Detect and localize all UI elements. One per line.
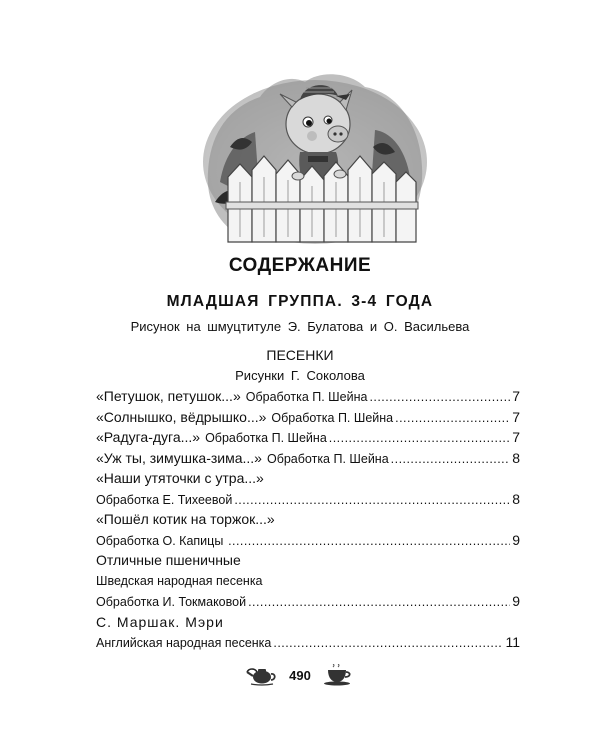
toc-entry-page: 7 xyxy=(512,388,520,404)
leader-dots xyxy=(395,408,510,429)
toc-entry[interactable] xyxy=(96,591,520,612)
leader-dots xyxy=(329,428,510,449)
toc-entry-note: Обработка П. Шейна xyxy=(266,451,389,466)
toc-entry[interactable] xyxy=(96,386,520,407)
toc-entry[interactable] xyxy=(96,489,520,510)
toc-entry-title: «Солнышко, вёдрышко...» xyxy=(96,408,267,425)
toc-entry-page: 9 xyxy=(512,531,520,548)
leader-dots xyxy=(248,592,510,613)
toc-entry-title: «Пошёл котик на торжок...» xyxy=(96,511,275,527)
toc-entry[interactable] xyxy=(96,550,520,571)
toc-entry-note: Обработка О. Капицы xyxy=(96,533,224,548)
section-subtitle: МЛАДШАЯ ГРУППА. 3-4 ГОДА xyxy=(166,293,434,310)
leader-dots xyxy=(225,531,510,552)
leader-dots xyxy=(391,449,511,470)
toc-entry-page: 7 xyxy=(512,408,520,425)
leader-dots xyxy=(234,490,510,511)
toc-entry-title: Отличные пшеничные xyxy=(96,552,241,568)
toc-entry-note: Обработка П. Шейна xyxy=(205,431,327,445)
page-number: 490 xyxy=(289,667,311,683)
section-title: ПЕСЕНКИ xyxy=(266,347,334,363)
toc-entry-title: «Петушок, петушок...» xyxy=(96,388,241,404)
table-of-contents xyxy=(96,386,520,653)
toc-entry-title: «Наши утяточки с утра...» xyxy=(96,470,264,486)
page-title: СОДЕРЖАНИЕ xyxy=(228,255,372,276)
teapot-icon xyxy=(245,664,279,686)
toc-entry[interactable] xyxy=(96,468,520,489)
toc-entry-title: «Радуга-дуга...» xyxy=(96,429,201,445)
toc-entry-note: Обработка П. Шейна xyxy=(271,410,394,425)
toc-entry-note: Шведская народная песенка xyxy=(96,573,263,588)
section-credit: Рисунки Г. Соколова xyxy=(235,368,365,383)
toc-entry-note: Обработка П. Шейна xyxy=(245,390,368,404)
toc-entry[interactable] xyxy=(96,530,520,551)
toc-entry-note: Английская народная песенка xyxy=(96,636,272,650)
leader-dots xyxy=(273,633,503,654)
page-footer xyxy=(0,660,600,690)
toc-entry[interactable] xyxy=(96,612,520,633)
toc-entry-note: Обработка Е. Тихеевой xyxy=(96,492,233,507)
toc-entry-note: Обработка И. Токмаковой xyxy=(96,595,247,609)
toc-entry-page: 7 xyxy=(512,429,520,445)
leader-dots xyxy=(369,387,510,408)
toc-entry-page: 8 xyxy=(512,449,520,466)
toc-entry[interactable] xyxy=(96,632,520,653)
toc-entry[interactable] xyxy=(96,571,520,592)
toc-entry-title: С. Маршак. Мэри xyxy=(96,613,224,630)
toc-entry-page: 8 xyxy=(512,490,520,507)
toc-entry-title: «Уж ты, зимушка-зима...» xyxy=(96,449,262,466)
toc-entry[interactable] xyxy=(96,407,520,428)
toc-entry-page: 11 xyxy=(505,634,520,650)
toc-entry[interactable] xyxy=(96,427,520,448)
pig-behind-fence-illustration xyxy=(200,52,430,247)
toc-entry[interactable] xyxy=(96,509,520,530)
toc-entry-page: 9 xyxy=(512,593,520,609)
teacup-icon xyxy=(321,664,355,686)
toc-entry[interactable] xyxy=(96,448,520,469)
illustration-credit: Рисунок на шмуцтитуле Э. Булатова и О. Васильева xyxy=(130,319,470,334)
